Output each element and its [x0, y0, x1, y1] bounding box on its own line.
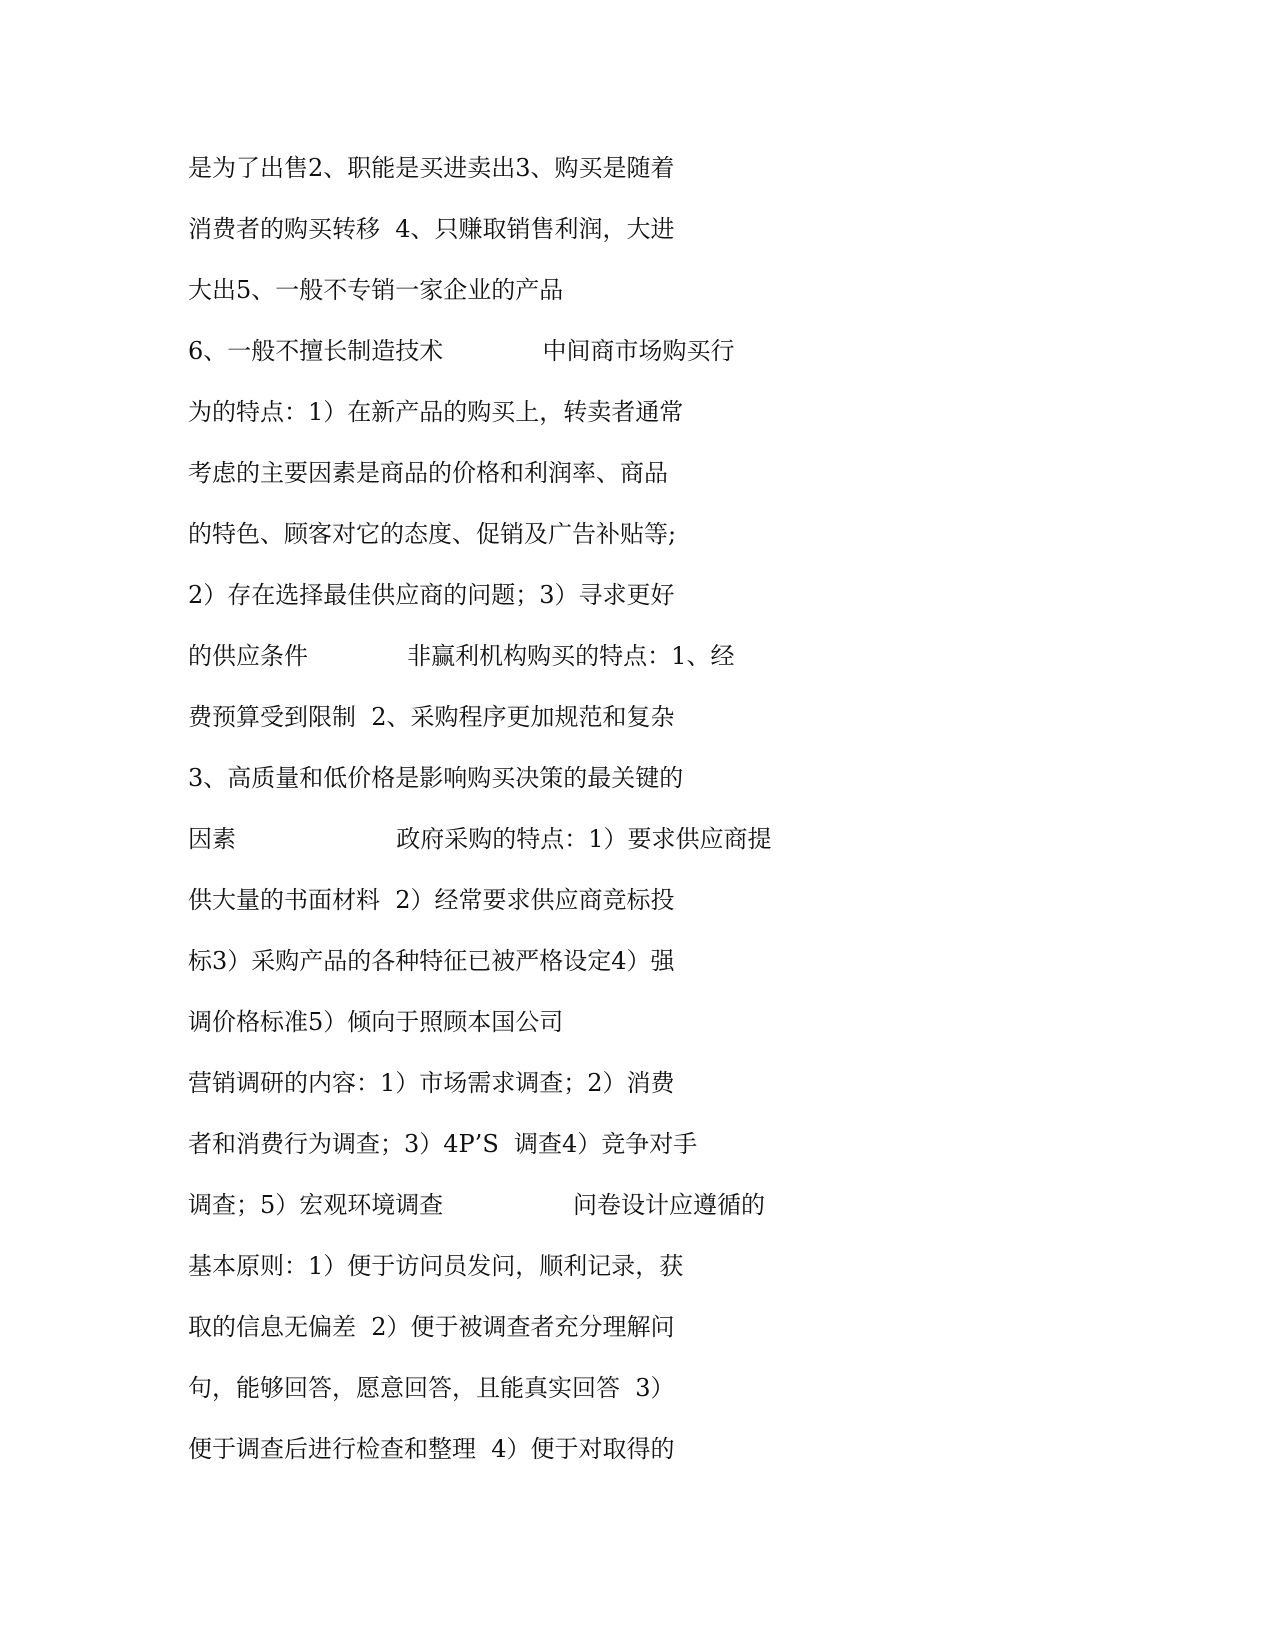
text-line: 因素 政府采购的特点：1）要求供应商提: [188, 825, 772, 853]
text-line: 的特色、顾客对它的态度、促销及广告补贴等;: [188, 520, 677, 548]
text-line: 营销调研的内容：1）市场需求调查；2）消费: [188, 1069, 675, 1097]
text-line: 调查；5）宏观环境调查 问卷设计应遵循的: [188, 1191, 765, 1219]
text-line: 供大量的书面材料 2）经常要求供应商竞标投: [188, 886, 675, 914]
text-line: 3、高质量和低价格是影响购买决策的最关键的: [188, 764, 684, 792]
body-text: [188, 138, 788, 1480]
text-line: 为的特点：1）在新产品的购买上，转卖者通常: [188, 398, 684, 426]
text-line: 句，能够回答，愿意回答，且能真实回答 3）: [188, 1374, 675, 1402]
text-line: 标3）采购产品的各种特征已被严格设定4）强: [188, 947, 675, 975]
text-line: 费预算受到限制 2、采购程序更加规范和复杂: [188, 703, 675, 731]
text-line: 消费者的购买转移 4、只赚取销售利润，大进: [188, 215, 675, 243]
text-line: 调价格标准5）倾向于照顾本国公司: [188, 1008, 564, 1036]
text-line: 是为了出售2、职能是买进卖出3、购买是随着: [188, 154, 675, 182]
text-line: 6、一般不擅长制造技术 中间商市场购买行: [188, 337, 735, 365]
text-line: 的供应条件 非赢利机构购买的特点：1、经: [188, 642, 735, 670]
text-line: 便于调查后进行检查和整理 4）便于对取得的: [188, 1435, 675, 1463]
text-line: 基本原则：1）便于访问员发问，顺利记录，获: [188, 1252, 684, 1280]
text-line: 者和消费行为调查；3）4P’S 调查4）竞争对手: [188, 1130, 698, 1158]
text-line: 取的信息无偏差 2）便于被调查者充分理解问: [188, 1313, 675, 1341]
text-line: 考虑的主要因素是商品的价格和利润率、商品: [188, 459, 668, 487]
text-line: 大出5、一般不专销一家企业的产品: [188, 276, 564, 304]
text-line: 2）存在选择最佳供应商的问题；3）寻求更好: [188, 581, 675, 609]
